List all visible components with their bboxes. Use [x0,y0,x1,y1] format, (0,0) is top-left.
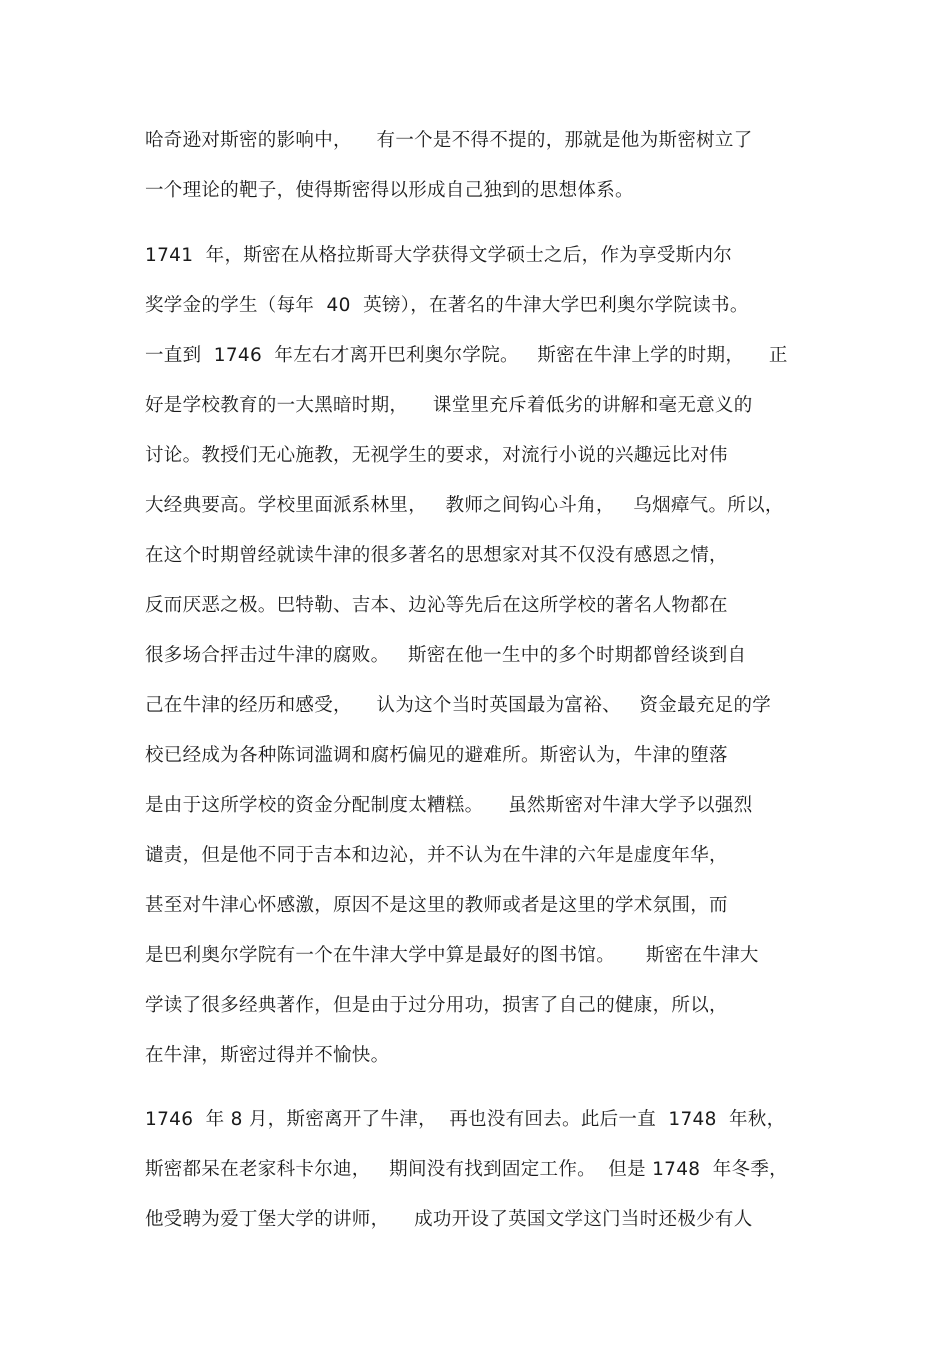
text-line: 他受聘为爱丁堡大学的讲师， 成功开设了英国文学这门当时还极少有人 [145,1209,753,1230]
text-line: 一直到 1746 年左右才离开巴利奥尔学院。 斯密在牛津上学的时期， 正 [145,345,788,366]
text-line: 校已经成为各种陈词滥调和腐朽偏见的避难所。斯密认为，牛津的堕落 [145,745,728,766]
text-line: 在这个时期曾经就读牛津的很多著名的思想家对其不仅没有感恩之情， [145,545,728,566]
text-line: 大经典要高。学校里面派系林里， 教师之间钩心斗角， 乌烟瘴气。所以， [145,495,784,516]
text-line: 好是学校教育的一大黑暗时期， 课堂里充斥着低劣的讲解和毫无意义的 [145,395,753,416]
text-line: 1746 年 8 月，斯密离开了牛津， 再也没有回去。此后一直 1748 年秋， [145,1109,786,1130]
text-line: 反而厌恶之极。巴特勒、吉本、边沁等先后在这所学校的著名人物都在 [145,595,728,616]
text-line: 甚至对牛津心怀感激，原因不是这里的教师或者是这里的学术氛围，而 [145,895,728,916]
text-line: 很多场合抨击过牛津的腐败。 斯密在他一生中的多个时期都曾经谈到自 [145,645,747,666]
text-line: 一个理论的靶子，使得斯密得以形成自己独到的思想体系。 [145,180,634,201]
text-line: 是巴利奥尔学院有一个在牛津大学中算是最好的图书馆。 斯密在牛津大 [145,945,759,966]
text-line: 在牛津，斯密过得并不愉快。 [145,1045,390,1066]
text-line: 谴责，但是他不同于吉本和边沁，并不认为在牛津的六年是虚度年华， [145,845,728,866]
text-line: 1741 年，斯密在从格拉斯哥大学获得文学硕士之后，作为享受斯内尔 [145,245,733,266]
text-line: 奖学金的学生（每年 40 英镑），在著名的牛津大学巴利奥尔学院读书。 [145,295,749,316]
text-line: 斯密都呆在老家科卡尔迪， 期间没有找到固定工作。 但是 1748 年冬季， [145,1159,788,1180]
text-line: 学读了很多经典著作，但是由于过分用功，损害了自己的健康，所以， [145,995,728,1016]
text-line: 哈奇逊对斯密的影响中， 有一个是不得不提的，那就是他为斯密树立了 [145,130,753,151]
text-line: 讨论。教授们无心施教，无视学生的要求，对流行小说的兴趣远比对伟 [145,445,728,466]
text-line: 是由于这所学校的资金分配制度太糟糕。 虽然斯密对牛津大学予以强烈 [145,795,753,816]
text-line: 己在牛津的经历和感受， 认为这个当时英国最为富裕、 资金最充足的学 [145,695,772,716]
